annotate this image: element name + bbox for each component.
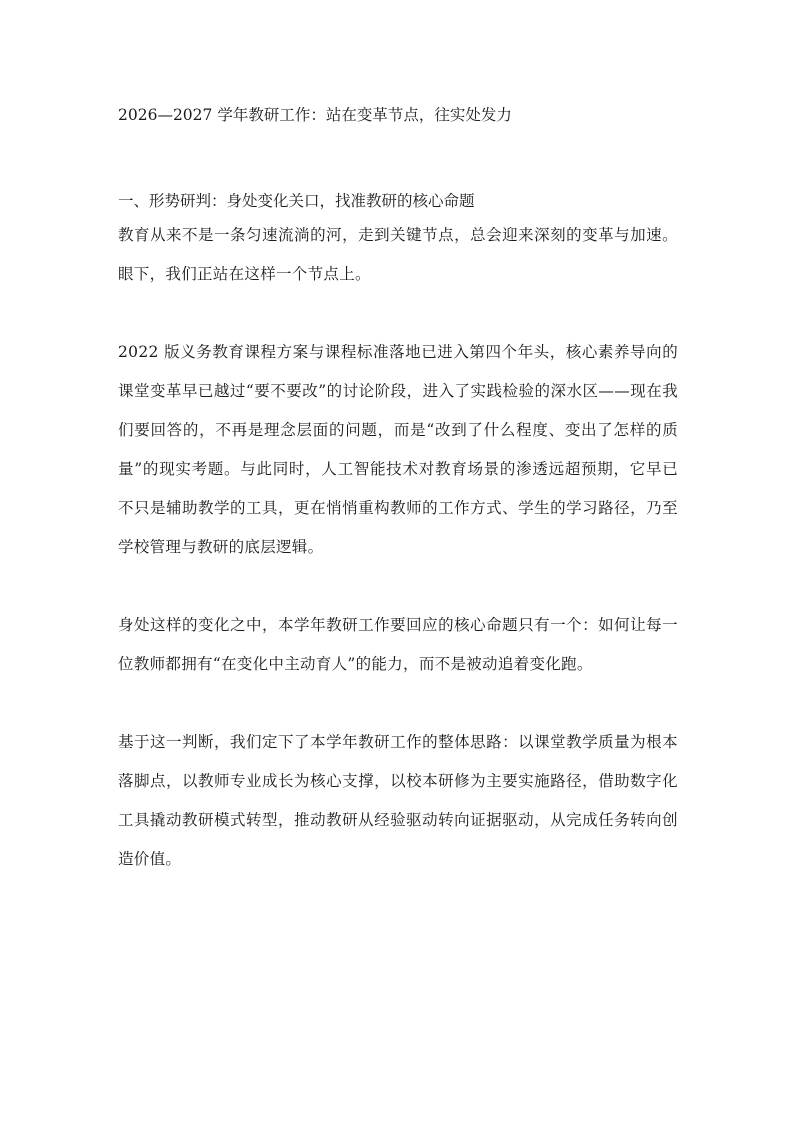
section-heading: 一、形势研判：身处变化关口，找准教研的核心命题 [118,192,475,210]
document-title: 2026—2027 学年教研工作：站在变革节点，往实处发力 [118,106,512,124]
paragraph-core-question: 身处这样的变化之中，本学年教研工作要回应的核心命题只有一个：如何让每一位教师都拥有“在变化中主动育人”的能力，而不是被动追着变化跑。 [118,616,678,673]
paragraph-overall-approach: 基于这一判断，我们定下了本学年教研工作的整体思路：以课堂教学质量为根本落脚点，以教师专业成长为核心支撑，以校本研修为主要实施路径，借助数字化工具撬动教研模式转型，推动教研从经验驱动转向证据驱动，从完成任务转向创造价值。 [118,733,678,868]
paragraph-intro: 教育从来不是一条匀速流淌的河，走到关键节点，总会迎来深刻的变革与加速。眼下，我们正站在这样一个节点上。 [118,226,678,283]
document-page [118,100,678,879]
paragraph-curriculum: 2022 版义务教育课程方案与课程标准落地已进入第四个年头，核心素养导向的课堂变革早已越过“要不要改”的讨论阶段，进入了实践检验的深水区——现在我们要回答的，不再是理念层面的问题，而是“改到了什么程度、变出了怎样的质量”的现实考题。与此同时，人工智能技术对教育场景的渗透远超预期，它早已不只是辅助教学的工具，更在悄悄重构教师的工作方式、学生的学习路径，乃至学校管理与教研的底层逻辑。 [118,343,678,556]
